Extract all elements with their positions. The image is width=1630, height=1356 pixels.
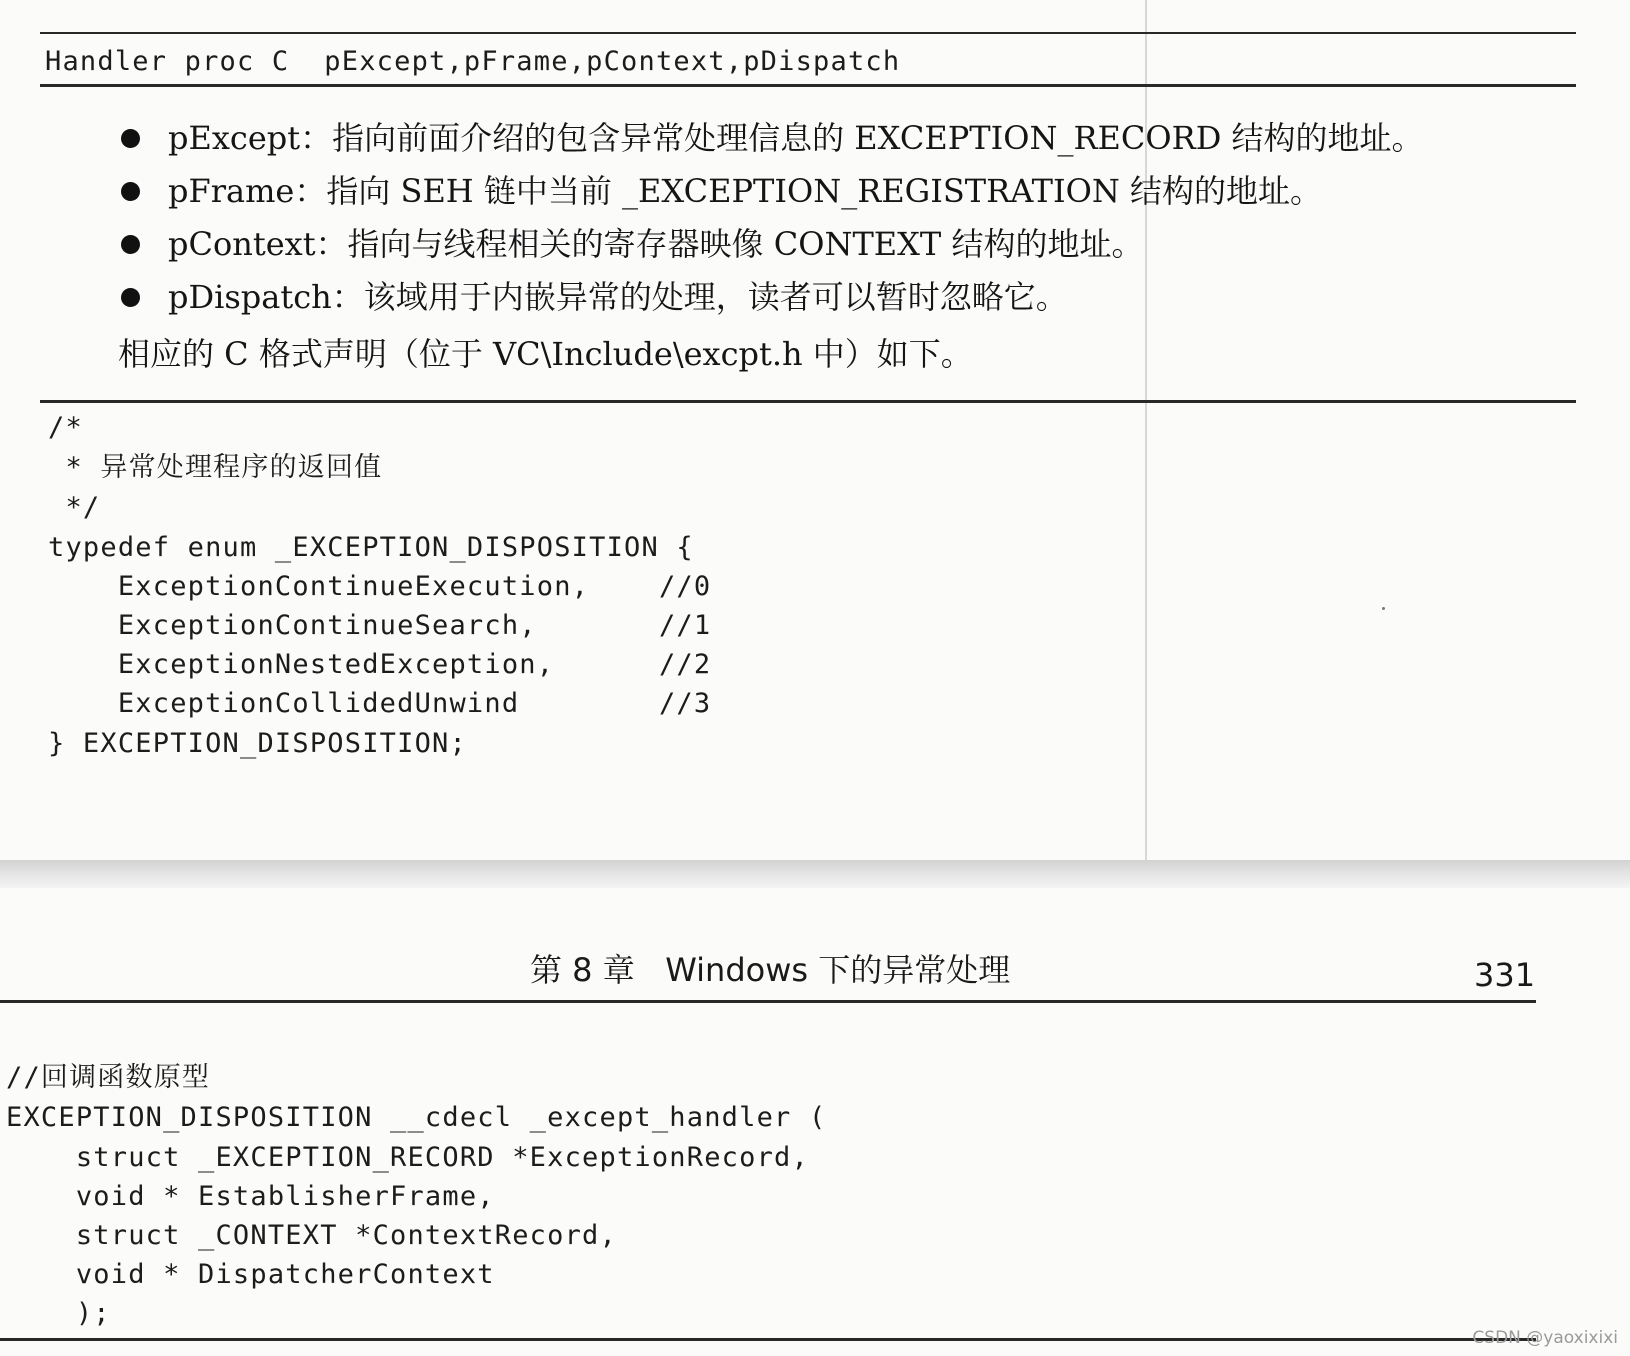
enum-code-line: ExceptionNestedException, //2 xyxy=(48,649,712,680)
handler-prototype: Handler proc C pExcept,pFrame,pContext,pDispatch xyxy=(45,46,901,77)
page-number: 331 xyxy=(1474,956,1536,994)
code-top-rule xyxy=(40,32,1576,34)
callback-code-line: //回调函数原型 xyxy=(6,1062,211,1093)
enum-top-rule xyxy=(40,400,1576,403)
page-gap xyxy=(0,860,1630,888)
callback-code-line: EXCEPTION_DISPOSITION __cdecl _except_handler ( xyxy=(6,1102,827,1133)
enum-code-line: ExceptionCollidedUnwind //3 xyxy=(48,688,712,719)
enum-code-line: * 异常处理程序的返回值 xyxy=(48,452,383,483)
param-pframe: pFrame：指向 SEH 链中当前 _EXCEPTION_REGISTRATION 结构的地址。 xyxy=(168,172,1322,210)
callback-code-line: struct _CONTEXT *ContextRecord, xyxy=(6,1220,617,1251)
param-pexcept: pExcept：指向前面介绍的包含异常处理信息的 EXCEPTION_RECORD 结构的地址。 xyxy=(168,119,1424,157)
callback-bottom-rule xyxy=(0,1338,1536,1341)
bullet-dot xyxy=(121,182,140,201)
bullet-dot xyxy=(121,129,140,148)
callback-code-line: void * DispatcherContext xyxy=(6,1259,495,1290)
param-pcontext: pContext：指向与线程相关的寄存器映像 CONTEXT 结构的地址。 xyxy=(168,225,1144,263)
enum-code-line: */ xyxy=(48,492,101,523)
enum-code-line: ExceptionContinueSearch, //1 xyxy=(48,610,712,641)
callback-code-line: struct _EXCEPTION_RECORD *ExceptionRecord, xyxy=(6,1142,809,1173)
code-bottom-rule xyxy=(40,84,1576,87)
header-rule xyxy=(0,1000,1536,1003)
callback-code-line: void * EstablisherFrame, xyxy=(6,1181,495,1212)
bullet-dot xyxy=(121,235,140,254)
enum-code-line: /* xyxy=(48,412,83,443)
chapter-header: 第 8 章 Windows 下的异常处理 xyxy=(530,951,1011,989)
intro-paragraph: 相应的 C 格式声明（位于 VC\Include\excpt.h 中）如下。 xyxy=(118,335,973,373)
enum-code-line: typedef enum _EXCEPTION_DISPOSITION { xyxy=(48,532,694,563)
enum-code-line: ExceptionContinueExecution, //0 xyxy=(48,571,712,602)
csdn-watermark: CSDN @yaoxixixi xyxy=(1472,1328,1618,1348)
bullet-dot xyxy=(121,288,140,307)
scan-speck xyxy=(1382,607,1385,610)
callback-code-line: ); xyxy=(6,1298,111,1329)
param-pdispatch: pDispatch：该域用于内嵌异常的处理，读者可以暂时忽略它。 xyxy=(168,278,1068,316)
enum-code-line: } EXCEPTION_DISPOSITION; xyxy=(48,728,467,759)
